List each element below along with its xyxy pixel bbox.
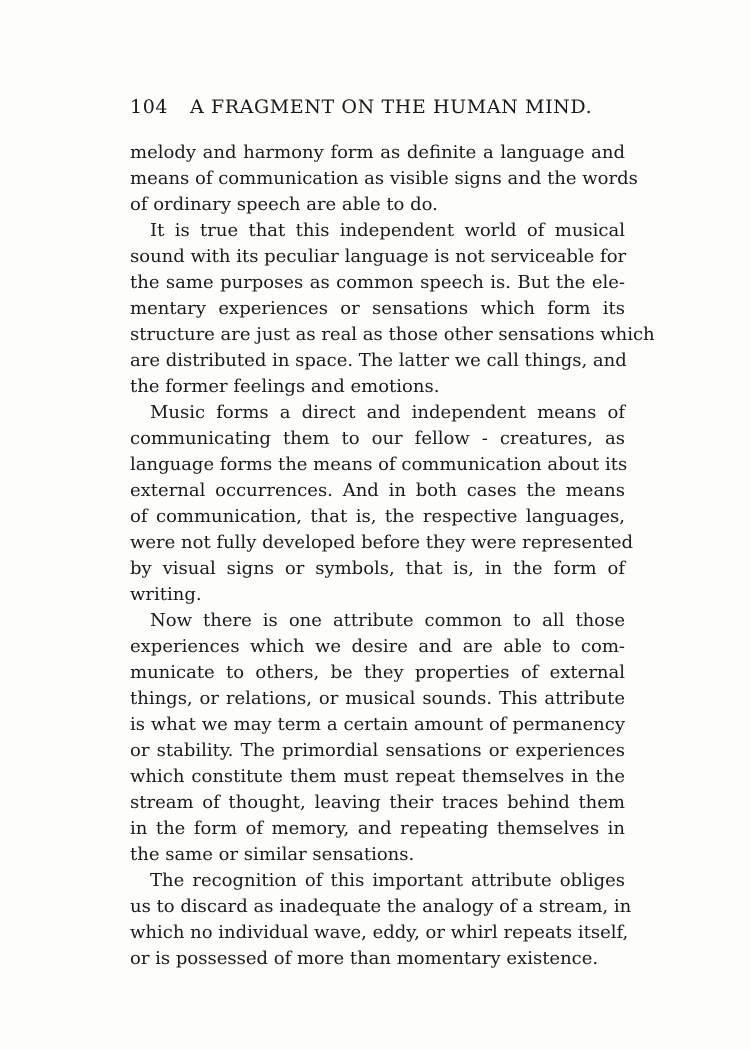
text-line: in the form of memory, and repeating themselves in bbox=[130, 818, 625, 839]
paragraph-2 bbox=[130, 218, 655, 400]
text-line: stream of thought, leaving their traces behind them bbox=[130, 792, 625, 813]
text-line: The recognition of this important attribute obliges bbox=[150, 870, 625, 891]
text-line: communicating them to our fellow - creatures, as bbox=[130, 428, 625, 449]
text-line: Now there is one attribute common to all those bbox=[150, 610, 625, 631]
text-line: which no individual wave, eddy, or whirl repeats itself, bbox=[130, 922, 629, 943]
text-line: melody and harmony form as definite a language and bbox=[130, 142, 625, 163]
page-number: 104 bbox=[130, 96, 169, 118]
text-line: mentary experiences or sensations which form its bbox=[130, 298, 625, 319]
running-head bbox=[130, 96, 593, 126]
text-line: means of communication as visible signs and the words bbox=[130, 168, 638, 189]
paragraph-1 bbox=[130, 140, 638, 218]
text-line: municate to others, be they properties of external bbox=[130, 662, 625, 683]
text-line: language forms the means of communication about its bbox=[130, 454, 628, 475]
text-line: external occurrences. And in both cases the means bbox=[130, 480, 625, 501]
text-line: the former feelings and emotions. bbox=[130, 376, 440, 397]
text-line: is what we may term a certain amount of permanency bbox=[130, 714, 625, 735]
paragraph-5 bbox=[130, 868, 632, 972]
text-line: us to discard as inadequate the analogy of a stream, in bbox=[130, 896, 632, 917]
text-line: which constitute them must repeat themselves in the bbox=[130, 766, 625, 787]
running-title: A FRAGMENT ON THE HUMAN MIND. bbox=[190, 96, 593, 118]
text-line: writing. bbox=[130, 584, 202, 605]
text-line: sound with its peculiar language is not serviceable for bbox=[130, 246, 627, 267]
paragraph-4 bbox=[130, 608, 625, 868]
text-line: or is possessed of more than momentary existence. bbox=[130, 948, 599, 969]
text-line: by visual signs or symbols, that is, in the form of bbox=[130, 558, 625, 579]
text-line: structure are just as real as those other sensations which bbox=[130, 324, 655, 345]
body-text bbox=[130, 140, 655, 972]
text-line: of communication, that is, the respective languages, bbox=[130, 506, 625, 527]
text-line: or stability. The primordial sensations or experiences bbox=[130, 740, 625, 761]
text-line: the same purposes as common speech is. But the ele- bbox=[130, 272, 625, 293]
text-line: are distributed in space. The latter we call things, and bbox=[130, 350, 627, 371]
text-line: things, or relations, or musical sounds. This attribute bbox=[130, 688, 625, 709]
text-line: the same or similar sensations. bbox=[130, 844, 415, 865]
paragraph-3 bbox=[130, 400, 634, 608]
text-line: experiences which we desire and are able to com- bbox=[130, 636, 625, 657]
text-line: Music forms a direct and independent means of bbox=[150, 402, 625, 423]
text-line: It is true that this independent world of musical bbox=[150, 220, 625, 241]
text-line: were not fully developed before they were represented bbox=[130, 532, 634, 553]
text-line: of ordinary speech are able to do. bbox=[130, 194, 438, 215]
